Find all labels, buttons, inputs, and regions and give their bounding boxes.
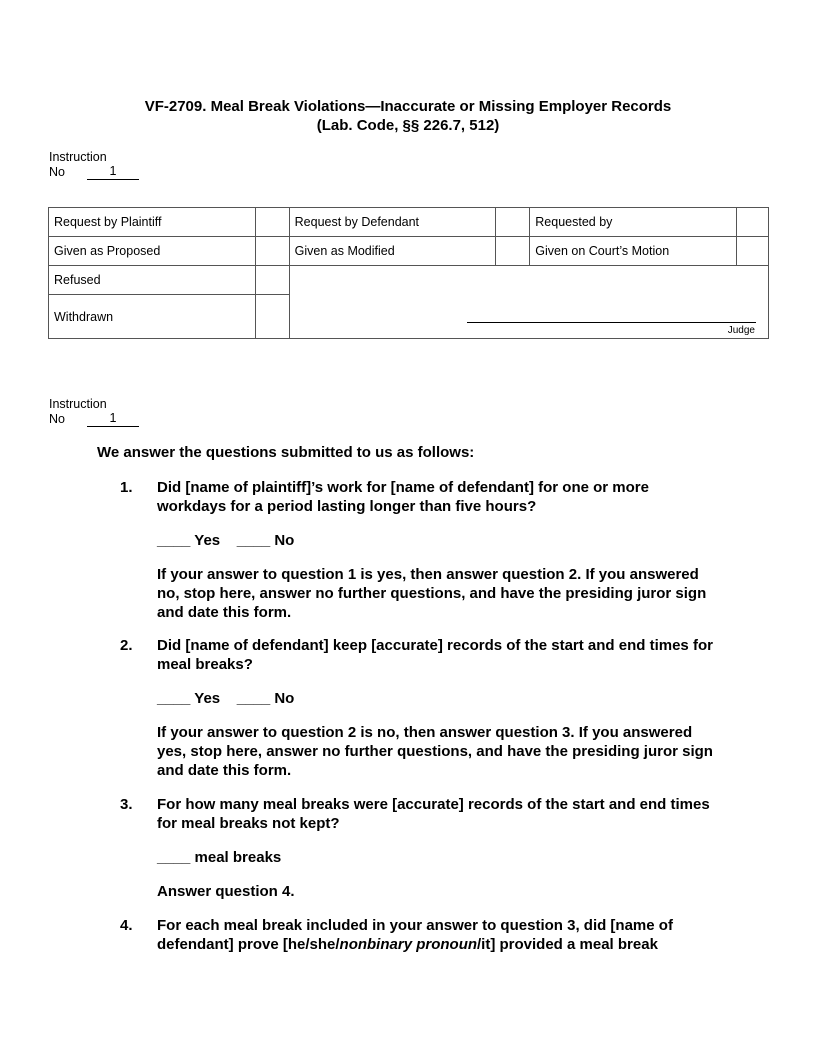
question-2-instruction: If your answer to question 2 is no, then answer question 3. If you answered yes, stop here, answer no further questions, and have the presiding juror sign and date this form. <box>157 724 713 779</box>
question-text: Did [name of defendant] keep [accurate] records of the start and end times for meal breaks? <box>157 637 713 673</box>
question-3-instruction: Answer question 4. <box>157 883 295 900</box>
instruction-no-label: No <box>49 412 65 426</box>
question-number: 2. <box>120 637 133 654</box>
form-title-line2: (Lab. Code, §§ 226.7, 512) <box>316 117 500 134</box>
requested-by-label: Requested by <box>530 208 737 237</box>
request-by-plaintiff-label: Request by Plaintiff <box>49 208 256 237</box>
question-text <box>157 916 720 954</box>
withdrawn-label: Withdrawn <box>49 295 256 339</box>
given-on-courts-motion-checkbox[interactable] <box>737 237 769 266</box>
question-4 <box>120 916 720 954</box>
question-3-answer-field[interactable]: ____ meal breaks <box>157 849 282 866</box>
instruction-no-value: 1 <box>87 165 139 180</box>
question-text-part: For each meal break included in your answer to question 3, did [name of defendant] prove [he/she/ <box>157 917 673 953</box>
withdrawn-checkbox[interactable] <box>255 295 289 339</box>
instruction-no-value: 1 <box>87 412 139 427</box>
instruction-label: Instruction <box>49 150 107 164</box>
question-number: 3. <box>120 796 133 813</box>
refused-checkbox[interactable] <box>255 266 289 295</box>
question-text: For how many meal breaks were [accurate] records of the start and end times for meal breaks not kept? <box>157 796 710 832</box>
form-title-line1: VF-2709. Meal Break Violations—Inaccurate or Missing Employer Records <box>144 98 672 115</box>
given-on-courts-motion-label: Given on Court’s Motion <box>530 237 737 266</box>
question-text: Did [name of plaintiff]’s work for [name of defendant] for one or more workdays for a period lasting longer than five hours? <box>157 479 649 515</box>
question-text-italic-part: nonbinary pronoun <box>339 936 478 953</box>
request-by-plaintiff-checkbox[interactable] <box>255 208 289 237</box>
instruction-no-label: No <box>49 165 65 179</box>
judge-signature-area <box>289 266 768 339</box>
judge-signature-line[interactable] <box>467 322 756 323</box>
form-title <box>0 97 816 135</box>
given-as-modified-checkbox[interactable] <box>496 237 530 266</box>
instruction-label: Instruction <box>49 397 107 411</box>
question-1-instruction: If your answer to question 1 is yes, then answer question 2. If you answered no, stop here, answer no further questions, and have the presiding juror sign and date this form. <box>157 566 707 621</box>
question-text-part: /it] provided a meal break <box>477 936 658 953</box>
instruction-number-block-bottom <box>49 397 139 427</box>
given-as-proposed-checkbox[interactable] <box>255 237 289 266</box>
refused-label: Refused <box>49 266 256 295</box>
question-1-answer-options[interactable]: ____ Yes ____ No <box>157 532 295 549</box>
requested-by-checkbox[interactable] <box>737 208 769 237</box>
request-by-defendant-label: Request by Defendant <box>289 208 496 237</box>
given-as-modified-label: Given as Modified <box>289 237 496 266</box>
judge-label: Judge <box>727 325 755 336</box>
question-number: 1. <box>120 479 133 496</box>
question-2-answer-options[interactable]: ____ Yes ____ No <box>157 690 295 707</box>
question-1 <box>120 478 720 516</box>
instruction-number-block-top <box>49 150 139 180</box>
request-by-defendant-checkbox[interactable] <box>496 208 530 237</box>
verdict-intro: We answer the questions submitted to us as follows: <box>97 444 475 461</box>
request-status-table <box>48 207 769 339</box>
question-2 <box>120 636 720 674</box>
question-number: 4. <box>120 917 133 934</box>
question-3 <box>120 795 720 833</box>
given-as-proposed-label: Given as Proposed <box>49 237 256 266</box>
